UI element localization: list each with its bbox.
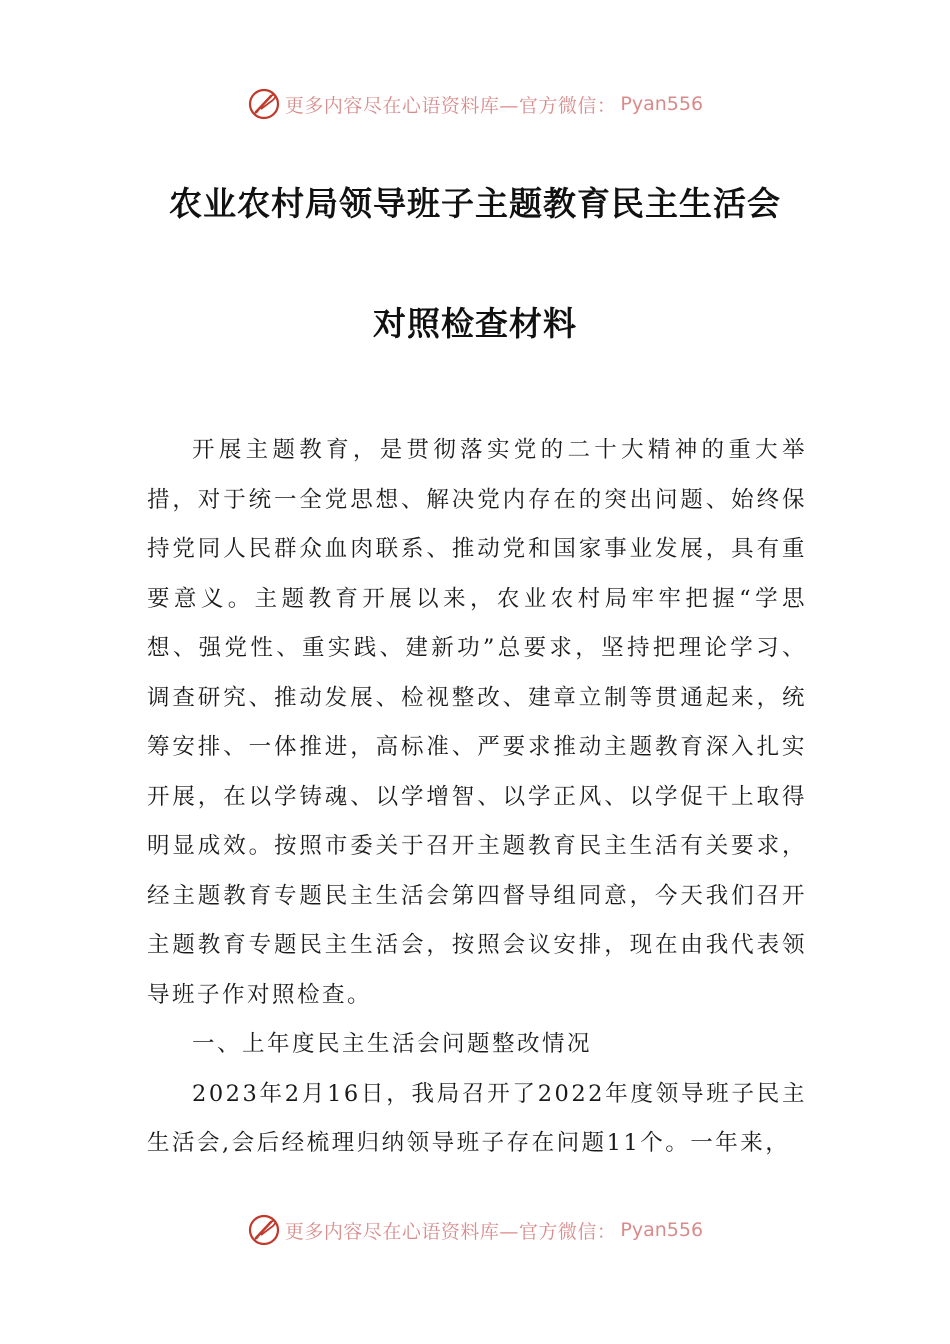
document-body bbox=[147, 426, 807, 1169]
document-title-line-1: 农业农村局领导班子主题教育民主生活会 bbox=[169, 184, 781, 223]
header-watermark bbox=[0, 84, 950, 124]
quill-seal-icon bbox=[247, 1213, 281, 1247]
watermark-text: 更多内容尽在心语资料库—官方微信： bbox=[284, 94, 617, 117]
document-title-line-2: 对照检查材料 bbox=[373, 304, 577, 343]
section-heading: 一、上年度民主生活会问题整改情况 bbox=[192, 1031, 593, 1057]
body-paragraph: 开展主题教育，是贯彻落实党的二十大精神的重大举措，对于统一全党思想、解决党内存在的突出问题、始终保持党同人民群众血肉联系、推动党和国家事业发展，具有重要意义。主题教育开展以来，农业农村局牢牢把握“学思想、强党性、重实践、建新功”总要求，坚持把理论学习、调查研究、推动发展、检视整改、建章立制等贯通起来，统筹安排、一体推进，高标准、严要求推动主题教育深入扎实开展，在以学铸魂、以学增智、以学正风、以学促干上取得明显成效。按照市委关于召开主题教育民主生活有关要求，经主题教育专题民主生活会第四督导组同意，今天我们召开主题教育专题民主生活会，按照会议安排，现在由我代表领导班子作对照检查。 bbox=[147, 437, 807, 1008]
footer-watermark bbox=[0, 1210, 950, 1250]
watermark-text: 更多内容尽在心语资料库—官方微信： bbox=[284, 1220, 617, 1243]
footer-watermark-inner bbox=[247, 1213, 703, 1247]
quill-seal-icon bbox=[247, 87, 281, 121]
watermark-handle: Pyan556 bbox=[620, 93, 704, 115]
watermark-handle: Pyan556 bbox=[620, 1219, 704, 1241]
body-paragraph: 2023年2月16日，我局召开了2022年度领导班子民主生活会,会后经梳理归纳领导班子存在问题11个。一年来， bbox=[147, 1080, 807, 1156]
header-watermark-inner bbox=[247, 87, 703, 121]
